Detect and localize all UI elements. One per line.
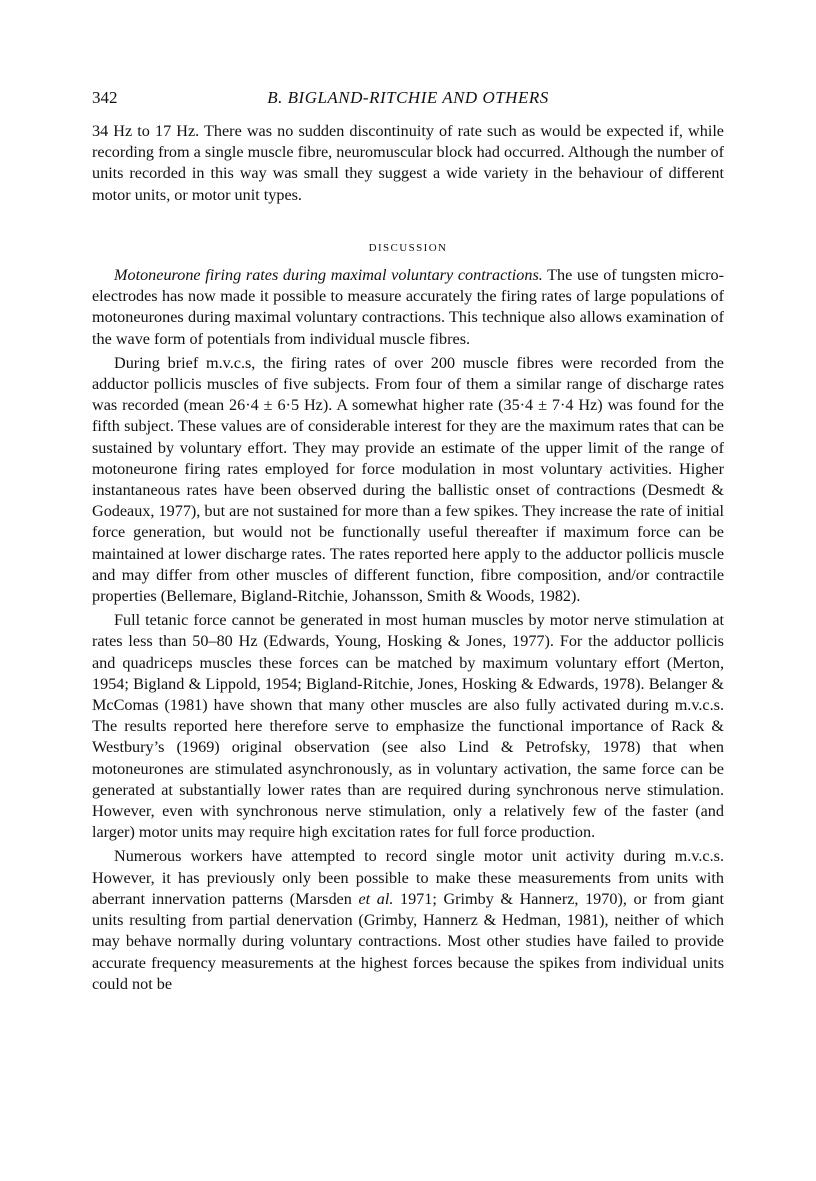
discussion-paragraph-3: Full tetanic force cannot be generated in most human muscles by motor nerve stimulation at rates less than 50–80 Hz (Edwards, Young, Hosking & Jones, 1977). For the adductor pollicis and quadriceps muscles these forces can be matched by maximum voluntary effort (Merton, 1954; Bigland & Lippold, 1954; Bigland-Ritchie, Jones, Hosking & Edwards, 1978). Belanger & McComas (1981) have shown that many other muscles are also fully activated during m.v.c.s. The results reported here therefore serve to emphasize the functional importance of Rack & Westbury’s (1969) original observation (see also Lind & Petrofsky, 1978) that when motoneurones are stimulated asynchronously, as in voluntary activation, the same force can be generated at substantially lower rates than are required during synchronous nerve stimulation. However, even with synchronous nerve stimulation, only a relatively few of the faster (and larger) motor units may require high excitation rates for full force production. xyxy=(92,611,724,842)
continued-paragraph-block xyxy=(92,121,724,206)
paragraph-lead-in: Motoneurone firing rates during maximal voluntary contractions. xyxy=(114,266,543,284)
running-head xyxy=(92,86,724,110)
discussion-paragraph-4 xyxy=(92,846,724,994)
discussion-paragraph-2: During brief m.v.c.s, the firing rates of over 200 muscle fibres were recorded from the adductor pollicis muscles of five subjects. From four of them a similar range of discharge rates was recorded (mean 26·4 ± 6·5 Hz). A somewhat higher rate (35·4 ± 7·4 Hz) was found for the fifth subject. These values are of considerable interest for they are the maximum rates that can be sustained by voluntary effort. They may provide an estimate of the upper limit of the range of motoneurone firing rates employed for force modulation in most voluntary activities. Higher instantaneous rates have been observed during the ballistic onset of contractions (Desmedt & Godeaux, 1977), but are not sustained for more than a few spikes. They increase the rate of initial force generation, but would not be functionally useful thereafter if maximum force can be maintained at lower discharge rates. The rates reported here apply to the adductor pollicis muscle and may differ from other muscles of different function, fibre composition, and/or contractile properties (Bellemare, Bigland-Ritchie, Johansson, Smith & Woods, 1982). xyxy=(92,353,724,606)
paragraph-1-text: The use of tungsten micro-electrodes has now made it possible to measure accurately the firing rates of large populations of motoneurones during maximal voluntary contractions. This technique also allows examination of the wave form of potentials from individual muscle fibres. xyxy=(92,266,724,348)
paragraph-4-italic-citation: et al. xyxy=(358,889,394,908)
running-title: B. BIGLAND-RITCHIE AND OTHERS xyxy=(267,88,549,107)
page-number: 342 xyxy=(92,88,118,107)
discussion-paragraph-1 xyxy=(92,265,724,350)
discussion-section xyxy=(92,265,724,995)
paragraph-4-text-part-2: 1971; Grimby & Hannerz, 1970), or from giant units resulting from partial denervation (Grimby, Hannerz & Hedman, 1981), neither of which may behave normally during voluntary contractions. Most other studies have failed to provide accurate frequency measurements at the highest forces because the spikes from individual units could not be xyxy=(92,889,725,993)
paragraph-4-text-part-1: Numerous workers have attempted to record single motor unit activity during m.v.c.s. However, it has previously only been possible to make these measurements from units with aberrant innervation patterns (Marsden xyxy=(92,847,724,908)
continued-paragraph: 34 Hz to 17 Hz. There was no sudden discontinuity of rate such as would be expected if, while recording from a single muscle fibre, neuromuscular block had occurred. Although the number of units recorded in this way was small they suggest a wide variety in the behaviour of different motor units, or motor unit types. xyxy=(92,122,724,204)
section-heading: DISCUSSION xyxy=(368,242,448,254)
